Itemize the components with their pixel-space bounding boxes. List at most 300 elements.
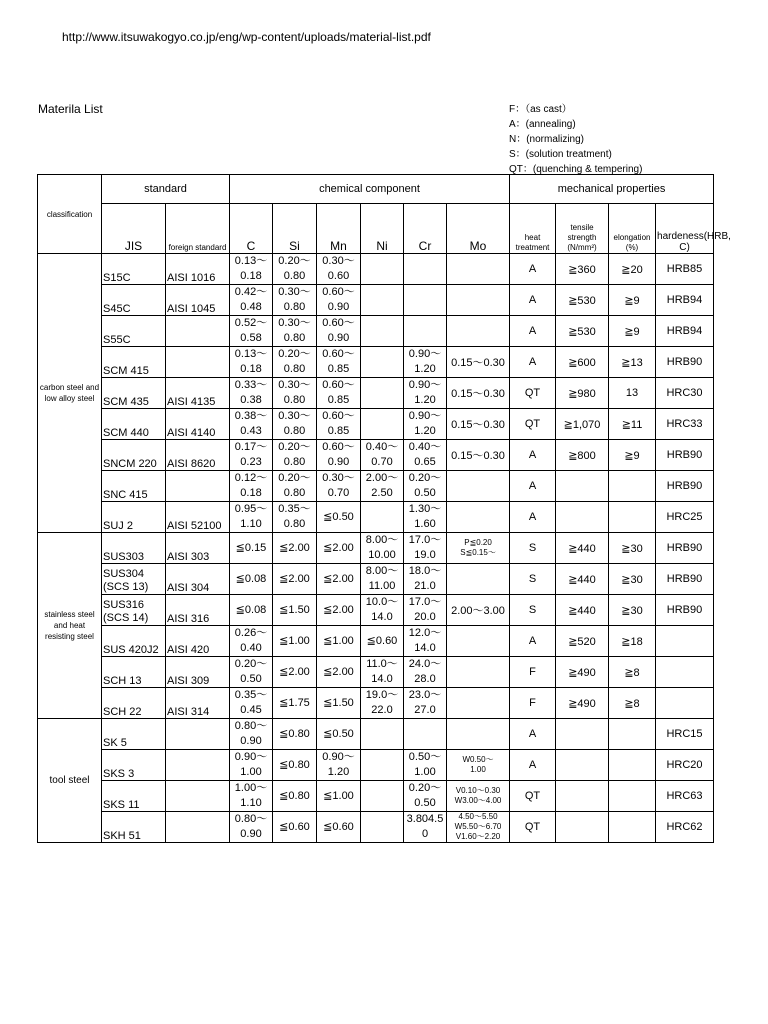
mn-line: 0.90 <box>327 456 350 468</box>
mn-line: 0.30～ <box>322 255 355 267</box>
cr-line: 0.90～ <box>408 410 442 422</box>
cr-line: 0.20～ <box>408 472 442 484</box>
cr-cell <box>404 440 447 471</box>
hardness-cell: HRC20 <box>656 750 714 781</box>
ni-line: 11.00 <box>368 580 396 592</box>
si-cell <box>273 285 317 316</box>
mo-cell <box>447 812 510 843</box>
c-line: 1.10 <box>240 797 262 809</box>
c-line: 1.00 <box>240 766 262 778</box>
c-cell <box>230 409 273 440</box>
ni-cell <box>361 347 404 378</box>
mo-cell <box>447 471 510 502</box>
heat-treatment-cell: A <box>510 440 556 471</box>
ni-cell <box>361 502 404 533</box>
cr-line: 0.20～ <box>408 782 442 794</box>
elongation-cell: ≧30 <box>609 595 656 626</box>
jis-line: (SCS 14) <box>103 612 149 624</box>
mn-line: 0.60～ <box>322 348 355 360</box>
ni-line: 22.0 <box>371 704 393 716</box>
cr-cell <box>404 719 447 750</box>
ni-cell <box>361 409 404 440</box>
header-hardness: hardeness(HRB, C) <box>656 204 714 254</box>
mo-cell <box>447 254 510 285</box>
c-line: 0.50 <box>240 673 262 685</box>
cr-line: 3.804.5 <box>406 813 444 825</box>
header-c: C <box>230 204 273 254</box>
mn-line: 0.90 <box>327 301 350 313</box>
mn-line: 1.20 <box>327 766 350 778</box>
mn-cell <box>317 409 361 440</box>
foreign-standard-cell: AISI 1045 <box>166 285 230 316</box>
si-cell <box>273 657 317 688</box>
jis-cell: SUJ 2 <box>102 502 166 533</box>
si-cell <box>273 595 317 626</box>
c-cell <box>230 781 273 812</box>
cr-cell <box>404 626 447 657</box>
ni-line: ≦0.60 <box>366 634 398 647</box>
elongation-cell: ≧9 <box>609 285 656 316</box>
elongation-cell: ≧8 <box>609 688 656 719</box>
cr-cell <box>404 533 447 564</box>
tensile-cell <box>556 750 609 781</box>
c-line: 0.48 <box>240 301 262 313</box>
jis-line: SUS304 <box>103 568 144 580</box>
mn-line: ≦1.00 <box>323 789 354 802</box>
foreign-standard-cell: AISI 1016 <box>166 254 230 285</box>
mn-cell <box>317 254 361 285</box>
mn-cell <box>317 781 361 812</box>
table-row <box>38 719 714 750</box>
jis-line: (SCS 13) <box>103 581 149 593</box>
c-line: 0.35～ <box>234 689 268 701</box>
cr-line: 1.20 <box>414 394 436 406</box>
ni-line: 14.0 <box>371 611 393 623</box>
cr-line: 24.0～ <box>408 658 442 670</box>
si-line: 0.80 <box>283 425 306 437</box>
foreign-standard-cell <box>166 750 230 781</box>
c-line: 0.52～ <box>234 317 268 329</box>
mo-cell: 2.00～3.00 <box>447 595 510 626</box>
ni-cell <box>361 254 404 285</box>
jis-cell: SUS303 <box>102 533 166 564</box>
table-row <box>38 254 714 285</box>
si-line: ≦1.00 <box>279 634 310 647</box>
mn-line: 0.60～ <box>322 379 355 391</box>
table-row <box>38 595 714 626</box>
ni-line: 0.40～ <box>365 441 399 453</box>
table-row <box>38 626 714 657</box>
mn-cell <box>317 688 361 719</box>
mn-line: 0.85 <box>327 394 350 406</box>
tensile-cell: ≧490 <box>556 657 609 688</box>
mn-line: 0.60 <box>327 270 350 282</box>
si-line: ≦0.80 <box>279 727 310 740</box>
cr-line: 23.0～ <box>408 689 442 701</box>
mn-cell <box>317 750 361 781</box>
heat-treatment-cell: F <box>510 688 556 719</box>
c-line: 1.00～ <box>234 782 268 794</box>
mn-cell <box>317 564 361 595</box>
si-line: ≦0.60 <box>279 820 310 833</box>
c-line: 0.18 <box>240 270 262 282</box>
cr-line: 0.50 <box>414 797 436 809</box>
mn-line: 0.60～ <box>322 317 355 329</box>
si-line: ≦0.80 <box>279 789 310 802</box>
tensile-cell: ≧440 <box>556 533 609 564</box>
mn-cell <box>317 471 361 502</box>
hardness-cell <box>656 657 714 688</box>
c-line: 0.58 <box>240 332 262 344</box>
hardness-cell: HRC63 <box>656 781 714 812</box>
ni-cell <box>361 626 404 657</box>
foreign-standard-cell: AISI 303 <box>166 533 230 564</box>
tensile-cell: ≧800 <box>556 440 609 471</box>
ni-line: 8.00～ <box>365 534 399 546</box>
hardness-cell: HRC62 <box>656 812 714 843</box>
c-line: 0.90～ <box>234 751 268 763</box>
heat-treatment-cell: A <box>510 254 556 285</box>
mo-cell: 0.15～0.30 <box>447 440 510 471</box>
heat-treatment-cell: A <box>510 285 556 316</box>
cr-cell <box>404 378 447 409</box>
header-cr: Cr <box>404 204 447 254</box>
mn-cell <box>317 285 361 316</box>
mo-cell <box>447 285 510 316</box>
si-line: 0.20～ <box>278 255 311 267</box>
mn-line: ≦0.50 <box>323 510 354 523</box>
si-cell <box>273 378 317 409</box>
mo-line: W3.00～4.00 <box>454 796 502 805</box>
mn-line: ≦0.60 <box>323 820 354 833</box>
mn-cell <box>317 533 361 564</box>
hardness-cell: HRB90 <box>656 471 714 502</box>
heat-treatment-cell: A <box>510 316 556 347</box>
hardness-cell: HRB90 <box>656 533 714 564</box>
ni-cell <box>361 471 404 502</box>
cr-line: 0.40～ <box>408 441 442 453</box>
c-line: ≦0.15 <box>235 541 267 554</box>
header-jis: JIS <box>102 204 166 254</box>
c-line: ≦0.08 <box>235 572 267 585</box>
heat-treatment-cell: QT <box>510 812 556 843</box>
mo-cell <box>447 657 510 688</box>
mn-line: ≦2.00 <box>323 572 354 585</box>
c-line: 0.90 <box>240 828 262 840</box>
c-line: 0.43 <box>240 425 262 437</box>
foreign-standard-cell: AISI 8620 <box>166 440 230 471</box>
si-cell <box>273 564 317 595</box>
tensile-cell <box>556 471 609 502</box>
ni-line: 10.0～ <box>365 596 399 608</box>
elongation-cell <box>609 812 656 843</box>
c-line: 0.80～ <box>234 813 268 825</box>
c-cell <box>230 626 273 657</box>
cr-cell <box>404 595 447 626</box>
foreign-standard-cell <box>166 347 230 378</box>
c-line: 0.40 <box>240 642 262 654</box>
cr-cell <box>404 564 447 595</box>
c-line: 0.17～ <box>234 441 268 453</box>
classification-cell: stainless steel and heat resisting steel <box>38 533 102 719</box>
c-line: 0.80～ <box>234 720 268 732</box>
si-line: 0.30～ <box>278 410 311 422</box>
table-row <box>38 409 714 440</box>
ni-cell <box>361 285 404 316</box>
heat-treatment-cell: A <box>510 471 556 502</box>
cr-cell <box>404 781 447 812</box>
tensile-cell: ≧520 <box>556 626 609 657</box>
si-line: 0.20～ <box>278 441 311 453</box>
ni-cell <box>361 657 404 688</box>
cr-line: 20.0 <box>414 611 436 623</box>
header-standard: standard <box>102 175 230 204</box>
table-row <box>38 688 714 719</box>
ni-cell <box>361 688 404 719</box>
jis-cell: SKH 51 <box>102 812 166 843</box>
elongation-cell <box>609 750 656 781</box>
mn-line: 0.60～ <box>322 286 355 298</box>
header-mechanical-properties: mechanical properties <box>510 175 714 204</box>
heat-treatment-cell: S <box>510 564 556 595</box>
elongation-cell: ≧20 <box>609 254 656 285</box>
tensile-cell: ≧360 <box>556 254 609 285</box>
mn-line: ≦1.50 <box>323 696 354 709</box>
si-line: ≦2.00 <box>279 572 310 585</box>
legend-item: N：(normalizing) <box>509 134 585 145</box>
jis-cell: SKS 3 <box>102 750 166 781</box>
hardness-cell: HRC25 <box>656 502 714 533</box>
elongation-cell: ≧11 <box>609 409 656 440</box>
si-cell <box>273 812 317 843</box>
foreign-standard-cell: AISI 309 <box>166 657 230 688</box>
si-cell <box>273 502 317 533</box>
hardness-cell: HRB90 <box>656 347 714 378</box>
jis-cell: SCM 435 <box>102 378 166 409</box>
ni-cell <box>361 595 404 626</box>
ni-line: 8.00～ <box>365 565 399 577</box>
ni-cell <box>361 719 404 750</box>
elongation-cell: ≧30 <box>609 564 656 595</box>
ni-line: 10.00 <box>368 549 396 561</box>
c-line: 0.23 <box>240 456 262 468</box>
jis-line: SUS316 <box>103 599 144 611</box>
jis-cell: SNC 415 <box>102 471 166 502</box>
tensile-cell <box>556 502 609 533</box>
table-row <box>38 378 714 409</box>
cr-cell <box>404 254 447 285</box>
cr-cell <box>404 750 447 781</box>
hardness-cell: HRB85 <box>656 254 714 285</box>
jis-cell <box>102 595 166 626</box>
c-line: 1.10 <box>240 518 262 530</box>
c-cell <box>230 347 273 378</box>
mo-cell <box>447 533 510 564</box>
c-cell <box>230 440 273 471</box>
table-row <box>38 812 714 843</box>
tensile-cell: ≧490 <box>556 688 609 719</box>
hardness-cell <box>656 688 714 719</box>
si-cell <box>273 254 317 285</box>
mn-cell <box>317 347 361 378</box>
ni-line: 0.70 <box>371 456 393 468</box>
table-row <box>38 750 714 781</box>
c-line: 0.13～ <box>234 348 268 360</box>
foreign-standard-cell: AISI 4135 <box>166 378 230 409</box>
cr-cell <box>404 347 447 378</box>
elongation-cell: ≧30 <box>609 533 656 564</box>
hardness-cell: HRC30 <box>656 378 714 409</box>
mn-cell <box>317 440 361 471</box>
mn-line: 0.90 <box>327 332 350 344</box>
heat-treatment-cell: S <box>510 595 556 626</box>
mn-line: ≦0.50 <box>323 727 354 740</box>
header-chemical-component: chemical component <box>230 175 510 204</box>
mo-line: S≦0.15～ <box>460 548 496 557</box>
foreign-standard-cell: AISI 304 <box>166 564 230 595</box>
mn-cell <box>317 719 361 750</box>
mo-cell <box>447 564 510 595</box>
c-line: 0.95～ <box>234 503 268 515</box>
cr-line: 1.60 <box>414 518 436 530</box>
heat-treatment-cell: A <box>510 347 556 378</box>
cr-cell <box>404 471 447 502</box>
foreign-standard-cell <box>166 781 230 812</box>
si-cell <box>273 781 317 812</box>
mo-cell <box>447 626 510 657</box>
heat-treatment-cell: QT <box>510 781 556 812</box>
ni-cell <box>361 533 404 564</box>
cr-line: 0.50 <box>414 487 436 499</box>
mn-cell <box>317 316 361 347</box>
si-line: 0.30～ <box>278 286 311 298</box>
cr-line: 0 <box>421 828 429 840</box>
hardness-cell: HRB94 <box>656 285 714 316</box>
elongation-cell <box>609 471 656 502</box>
cr-line: 0.90～ <box>408 348 442 360</box>
si-line: 0.35～ <box>278 503 311 515</box>
mn-line: 0.60～ <box>322 410 355 422</box>
legend-item: A：(annealing) <box>509 119 576 130</box>
table-row <box>38 347 714 378</box>
table-row <box>38 533 714 564</box>
mo-cell: 0.15～0.30 <box>447 409 510 440</box>
header-classification: classification <box>38 175 102 254</box>
jis-cell: SCM 415 <box>102 347 166 378</box>
foreign-standard-cell: AISI 52100 <box>166 502 230 533</box>
header-tensile-strength: tensile strength (N/mm²) <box>556 204 609 254</box>
mo-cell <box>447 316 510 347</box>
header-ni: Ni <box>361 204 404 254</box>
hardness-cell: HRB90 <box>656 440 714 471</box>
mn-cell <box>317 812 361 843</box>
ni-line: 2.50 <box>371 487 393 499</box>
jis-cell: SUS 420J2 <box>102 626 166 657</box>
cr-line: 17.0～ <box>408 596 442 608</box>
mo-line: W5.50～6.70 <box>454 822 502 831</box>
page-title: Materila List <box>38 102 103 116</box>
cr-line: 19.0 <box>414 549 436 561</box>
tensile-cell: ≧980 <box>556 378 609 409</box>
cr-line: 0.65 <box>414 456 436 468</box>
ni-line: 19.0～ <box>365 689 399 701</box>
mn-cell <box>317 502 361 533</box>
si-line: 0.80 <box>283 270 306 282</box>
heat-treatment-cell: F <box>510 657 556 688</box>
si-line: 0.80 <box>283 332 306 344</box>
c-cell <box>230 378 273 409</box>
hardness-cell <box>656 626 714 657</box>
tensile-cell: ≧440 <box>556 564 609 595</box>
heat-treatment-cell: S <box>510 533 556 564</box>
mo-cell: 0.15～0.30 <box>447 347 510 378</box>
foreign-standard-cell <box>166 719 230 750</box>
jis-cell: S45C <box>102 285 166 316</box>
mn-line: ≦2.00 <box>323 603 354 616</box>
cr-line: 27.0 <box>414 704 436 716</box>
mo-line: V1.60～2.20 <box>455 832 501 841</box>
c-cell <box>230 719 273 750</box>
mo-line: V0.10～0.30 <box>455 786 501 795</box>
ni-cell <box>361 440 404 471</box>
table-row <box>38 285 714 316</box>
heat-treatment-cell: A <box>510 502 556 533</box>
mn-cell <box>317 657 361 688</box>
material-rows <box>38 254 714 843</box>
foreign-standard-cell: AISI 316 <box>166 595 230 626</box>
si-line: 0.30～ <box>278 379 311 391</box>
foreign-standard-cell: AISI 420 <box>166 626 230 657</box>
heat-treatment-legend <box>509 102 642 177</box>
classification-cell: tool steel <box>38 719 102 843</box>
foreign-standard-cell <box>166 316 230 347</box>
c-line: ≦0.08 <box>235 603 267 616</box>
c-line: 0.13～ <box>234 255 268 267</box>
foreign-standard-cell: AISI 4140 <box>166 409 230 440</box>
cr-line: 0.50～ <box>408 751 442 763</box>
elongation-cell <box>609 781 656 812</box>
source-url[interactable]: http://www.itsuwakogyo.co.jp/eng/wp-content/uploads/material-list.pdf <box>62 30 431 44</box>
mn-line: 0.90～ <box>322 751 355 763</box>
mo-line: P≦0.20 <box>464 538 492 547</box>
si-line: ≦0.80 <box>279 758 310 771</box>
ni-cell <box>361 316 404 347</box>
jis-cell: SCH 13 <box>102 657 166 688</box>
si-cell <box>273 626 317 657</box>
cr-line: 28.0 <box>414 673 436 685</box>
cr-line: 18.0～ <box>408 565 442 577</box>
elongation-cell <box>609 719 656 750</box>
si-cell <box>273 409 317 440</box>
tensile-cell <box>556 812 609 843</box>
mo-line: 4.50～5.50 <box>458 812 498 821</box>
jis-cell: SCH 22 <box>102 688 166 719</box>
c-cell <box>230 533 273 564</box>
si-cell <box>273 719 317 750</box>
header-heat-treatment: heat treatment <box>510 204 556 254</box>
c-line: 0.20～ <box>234 658 268 670</box>
ni-cell <box>361 378 404 409</box>
header-mo: Mo <box>447 204 510 254</box>
mo-cell <box>447 688 510 719</box>
c-cell <box>230 285 273 316</box>
si-cell <box>273 688 317 719</box>
cr-line: 21.0 <box>414 580 436 592</box>
classification-cell: carbon steel and low alloy steel <box>38 254 102 533</box>
elongation-cell: ≧8 <box>609 657 656 688</box>
table-row <box>38 781 714 812</box>
mo-cell: 0.15～0.30 <box>447 378 510 409</box>
